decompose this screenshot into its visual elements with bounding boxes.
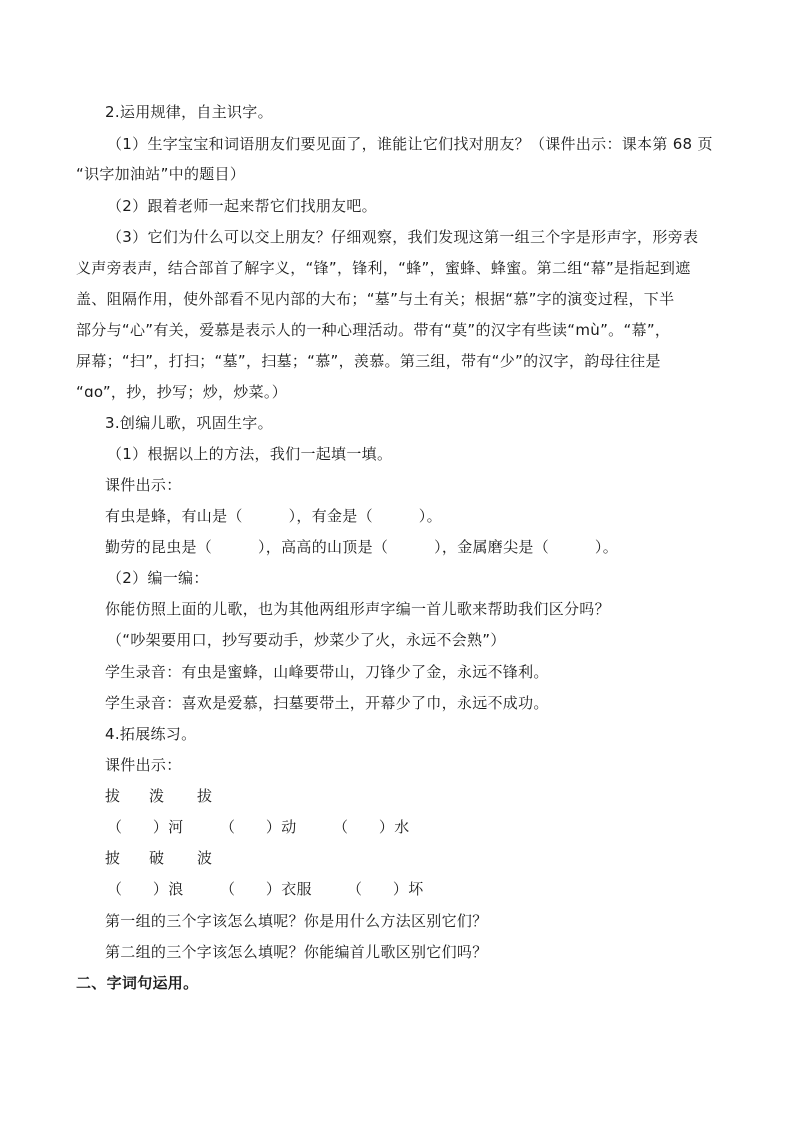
char-cell: 破 — [149, 849, 165, 867]
char-cell: 拔 — [197, 787, 213, 805]
paragraph-line: （2）跟着老师一起来帮它们找朋友吧。 — [107, 197, 377, 215]
paragraph-line: （“吵架要用口，抄写要动手，炒菜少了火，永远不会熟”） — [107, 631, 506, 649]
paragraph-line: （1）根据以上的方法，我们一起填一填。 — [107, 445, 393, 463]
paragraph-line: 你能仿照上面的儿歌，也为其他两组形声字编一首儿歌来帮助我们区分吗？ — [105, 600, 610, 618]
blank-cell: （ ）河 — [107, 818, 184, 836]
question-line: 第二组的三个字该怎么填呢？你能编首儿歌区别它们吗？ — [105, 943, 488, 961]
blank-cell: （ ）衣服 — [220, 880, 312, 898]
paragraph-line: 盖、阻隔作用，使外部看不见内部的大布；“墓”与土有关；根据“慕”字的演变过程，下半 — [76, 290, 675, 308]
paragraph-line: （3）它们为什么可以交上朋友？仔细观察，我们发现这第一组三个字是形声字，形旁表 — [107, 228, 699, 246]
paragraph-line: 学生录音：有虫是蜜蜂，山峰要带山，刀锋少了金，永远不锋利。 — [105, 663, 549, 681]
char-cell: 披 — [105, 849, 121, 867]
blank-cell: （ ）动 — [220, 818, 297, 836]
section-heading-3: 3.创编儿歌，巩固生字。 — [105, 414, 273, 432]
paragraph-line: 屏幕；“扫”，打扫；“墓”，扫墓；“慕”，羡慕。第三组，带有“少”的汉字，韵母往往是 — [76, 352, 661, 370]
section-heading-4: 4.拓展练习。 — [105, 725, 197, 743]
paragraph-line: 课件出示： — [105, 756, 182, 774]
exercise-line: 有虫是蜂，有山是（ ），有金是（ ）。 — [105, 507, 442, 525]
paragraph-line: 义声旁表声，结合部首了解字义，“锋”，锋利，“蜂”，蜜蜂、蜂蜜。第二组“幕”是指起到遮 — [76, 259, 691, 277]
question-line: 第一组的三个字该怎么填呢？你是用什么方法区别它们？ — [105, 912, 488, 930]
paragraph-line: 学生录音：喜欢是爱慕，扫墓要带土，开幕少了巾，永远不成功。 — [105, 694, 549, 712]
blank-cell: （ ）浪 — [107, 880, 184, 898]
char-cell: 泼 — [149, 787, 165, 805]
paragraph-line: “识字加油站”中的题目） — [76, 165, 246, 183]
blank-cell: （ ）坏 — [347, 880, 424, 898]
exercise-line: 勤劳的昆虫是（ ），高高的山顶是（ ），金属磨尖是（ ）。 — [105, 538, 619, 556]
blank-cell: （ ）水 — [333, 818, 410, 836]
paragraph-line: “ɑo”，抄，抄写；炒，炒菜。） — [76, 383, 288, 401]
paragraph-line: （2）编一编： — [107, 569, 209, 587]
char-cell: 拔 — [105, 787, 121, 805]
section-heading-main: 二、字词句运用。 — [76, 974, 199, 992]
section-heading-2: 2.运用规律，自主识字。 — [105, 103, 273, 121]
char-cell: 波 — [197, 849, 213, 867]
paragraph-line: 课件出示： — [105, 476, 182, 494]
paragraph-line: （1）生字宝宝和词语朋友们要见面了，谁能让它们找对朋友？（课件出示：课本第 68 页 — [107, 135, 713, 153]
paragraph-line: 部分与“心”有关，爱慕是表示人的一种心理活动。带有“莫”的汉字有些读“mù”。“幕”， — [76, 321, 671, 339]
